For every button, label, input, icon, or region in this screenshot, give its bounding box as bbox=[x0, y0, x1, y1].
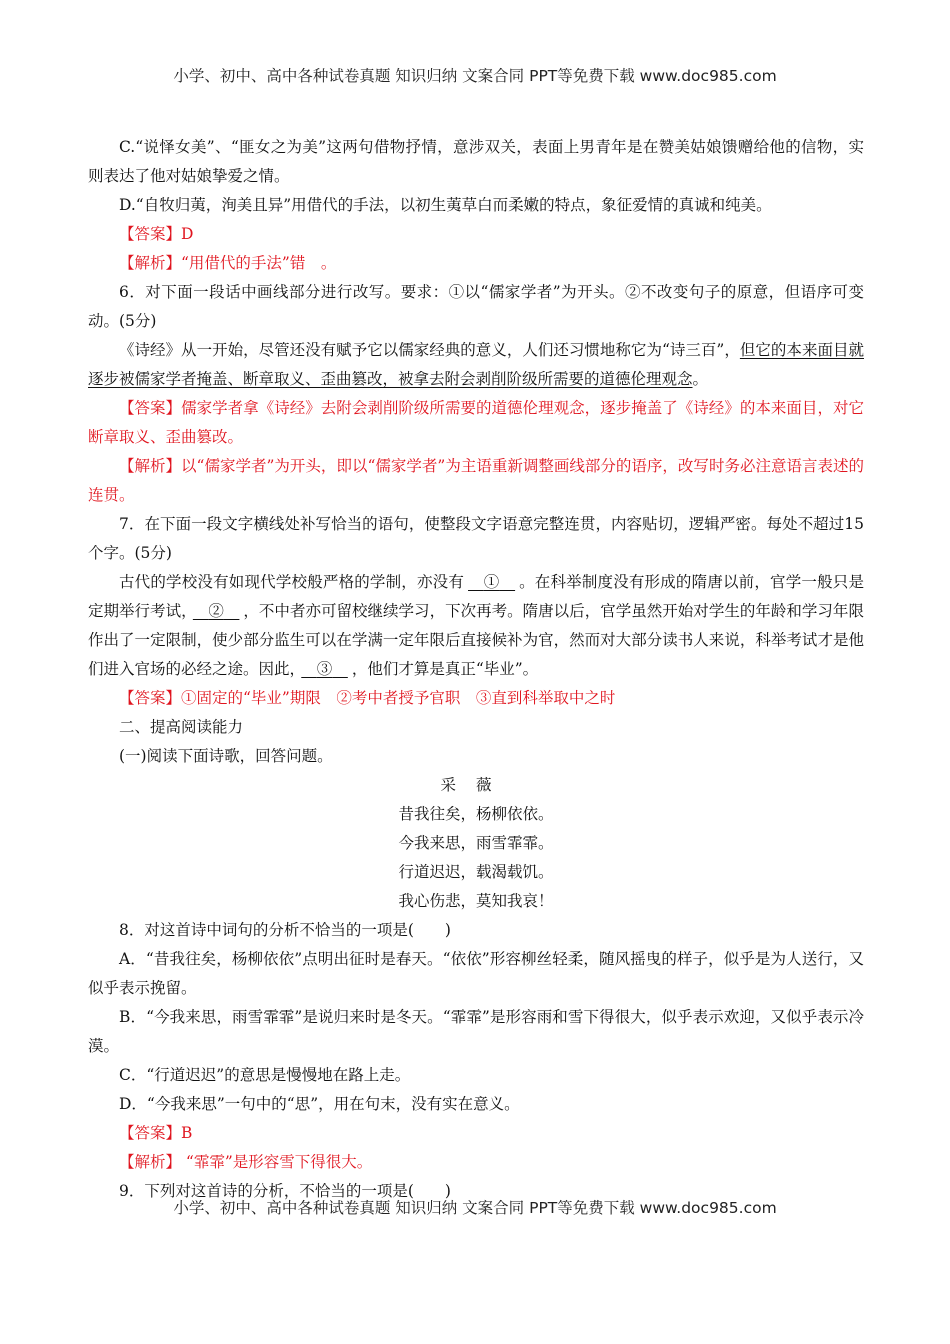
q6-stem: 6．对下面一段话中画线部分进行改写。要求：①以“儒家学者”为开头。②不改变句子的原意，但语序可变动。(5分) bbox=[88, 283, 864, 330]
q7-blank-2 bbox=[189, 602, 244, 620]
page-header: 小学、初中、高中各种试卷真题 知识归纳 文案合同 PPT等免费下载 www.doc985.com bbox=[173, 67, 777, 85]
q8-stem: 8．对这首诗中词句的分析不恰当的一项是( ) bbox=[119, 921, 451, 939]
section-heading: 二、提高阅读能力 bbox=[119, 718, 244, 736]
q7-text-1: 古代的学校没有如现代学校般严格的学制，亦没有 bbox=[119, 573, 465, 591]
q7-passage bbox=[88, 568, 864, 684]
poem-line: 今我来思，雨雪霏霏。 bbox=[398, 834, 554, 852]
q7-answer: 【答案】①固定的“毕业”期限 ②考中者授予官职 ③直到科举取中之时 bbox=[119, 689, 616, 707]
q5-option-d: D.“自牧归荑，洵美且异”用借代的手法，以初生荑草白而柔嫩的特点，象征爱情的真诚和纯美。 bbox=[119, 196, 772, 214]
poem-line: 我心伤悲，莫知我哀！ bbox=[398, 892, 554, 910]
q6-analysis: 【解析】以“儒家学者”为开头，即以“儒家学者”为主语重新调整画线部分的语序，改写时务必注意语言表述的连贯。 bbox=[88, 457, 864, 504]
q7-stem: 7．在下面一段文字横线处补写恰当的语句，使整段文字语意完整连贯，内容贴切，逻辑严密。每处不超过15个字。(5分) bbox=[88, 515, 864, 562]
page-footer: 小学、初中、高中各种试卷真题 知识归纳 文案合同 PPT等免费下载 www.doc985.com bbox=[173, 1199, 777, 1217]
q8-answer: 【答案】B bbox=[119, 1124, 193, 1142]
q7-text-4: ，他们才算是真正“毕业”。 bbox=[351, 660, 539, 678]
q5-analysis: 【解析】“用借代的手法”错 。 bbox=[119, 254, 337, 272]
q8-option-b: B．“今我来思，雨雪霏霏”是说归来时是冬天。“霏霏”是形容雨和雪下得很大，似乎表示欢迎，又似乎表示冷漠。 bbox=[88, 1008, 864, 1055]
q7-blank-1 bbox=[464, 573, 519, 591]
subsection-heading: (一)阅读下面诗歌，回答问题。 bbox=[119, 747, 333, 765]
poem-line: 昔我往矣，杨柳依依。 bbox=[398, 805, 554, 823]
poem-title: 采薇 bbox=[440, 776, 512, 794]
document-body bbox=[88, 133, 864, 1206]
q8-analysis: 【解析】 “霏霏”是形容雪下得很大。 bbox=[119, 1153, 373, 1171]
q7-blank-3 bbox=[297, 660, 352, 678]
q7-text-3: ，不中者亦可留校继续学习，下次再考。隋唐以后，官学虽然开始对学生的年龄和学习年限作出了一定限制，使少部分监生可以在学满一定年限后直接候补为官，然而对大部分读书人来说，科举考试才是他们进入官场的必经之途。因此， bbox=[88, 602, 864, 678]
q7-blank-2-label: ② bbox=[208, 602, 224, 620]
q6-passage-end: 。 bbox=[692, 370, 709, 388]
q6-passage-underlined: 但它的本来面目就逐步被儒家学者掩盖、断章取义、歪曲篡改，被拿去附会剥削阶级所需要的道德伦理观念 bbox=[88, 341, 864, 388]
q8-option-a: A．“昔我往矣，杨柳依依”点明出征时是春天。“依依”形容柳丝轻柔，随风摇曳的样子，似乎是为人送行，又似乎表示挽留。 bbox=[88, 950, 864, 997]
poem-line: 行道迟迟，载渴载饥。 bbox=[398, 863, 554, 881]
q8-option-d: D．“今我来思”一句中的“思”，用在句末，没有实在意义。 bbox=[119, 1095, 520, 1113]
q5-option-c: C.“说怿女美”、“匪女之为美”这两句借物抒情，意涉双关，表面上男青年是在赞美姑娘馈赠给他的信物，实则表达了他对姑娘挚爱之情。 bbox=[88, 138, 864, 185]
q7-blank-3-label: ③ bbox=[316, 660, 333, 678]
q5-answer: 【答案】D bbox=[119, 225, 194, 243]
q6-answer: 【答案】儒家学者拿《诗经》去附会剥削阶级所需要的道德伦理观念，逐步掩盖了《诗经》的本来面目，对它断章取义、歪曲篡改。 bbox=[88, 399, 864, 446]
q8-option-c: C．“行道迟迟”的意思是慢慢地在路上走。 bbox=[119, 1066, 411, 1084]
q7-text-2: 。在科举制度没有形成的隋唐以前，官学一般只是定期举行考试， bbox=[88, 573, 864, 620]
q6-passage-plain: 《诗经》从一开始，尽管还没有赋予它以儒家经典的意义，人们还习惯地称它为“诗三百”， bbox=[119, 341, 740, 359]
q7-blank-1-label: ① bbox=[483, 573, 500, 591]
q9-stem: 9．下列对这首诗的分析，不恰当的一项是( ) bbox=[119, 1182, 451, 1200]
q6-passage bbox=[88, 336, 864, 394]
